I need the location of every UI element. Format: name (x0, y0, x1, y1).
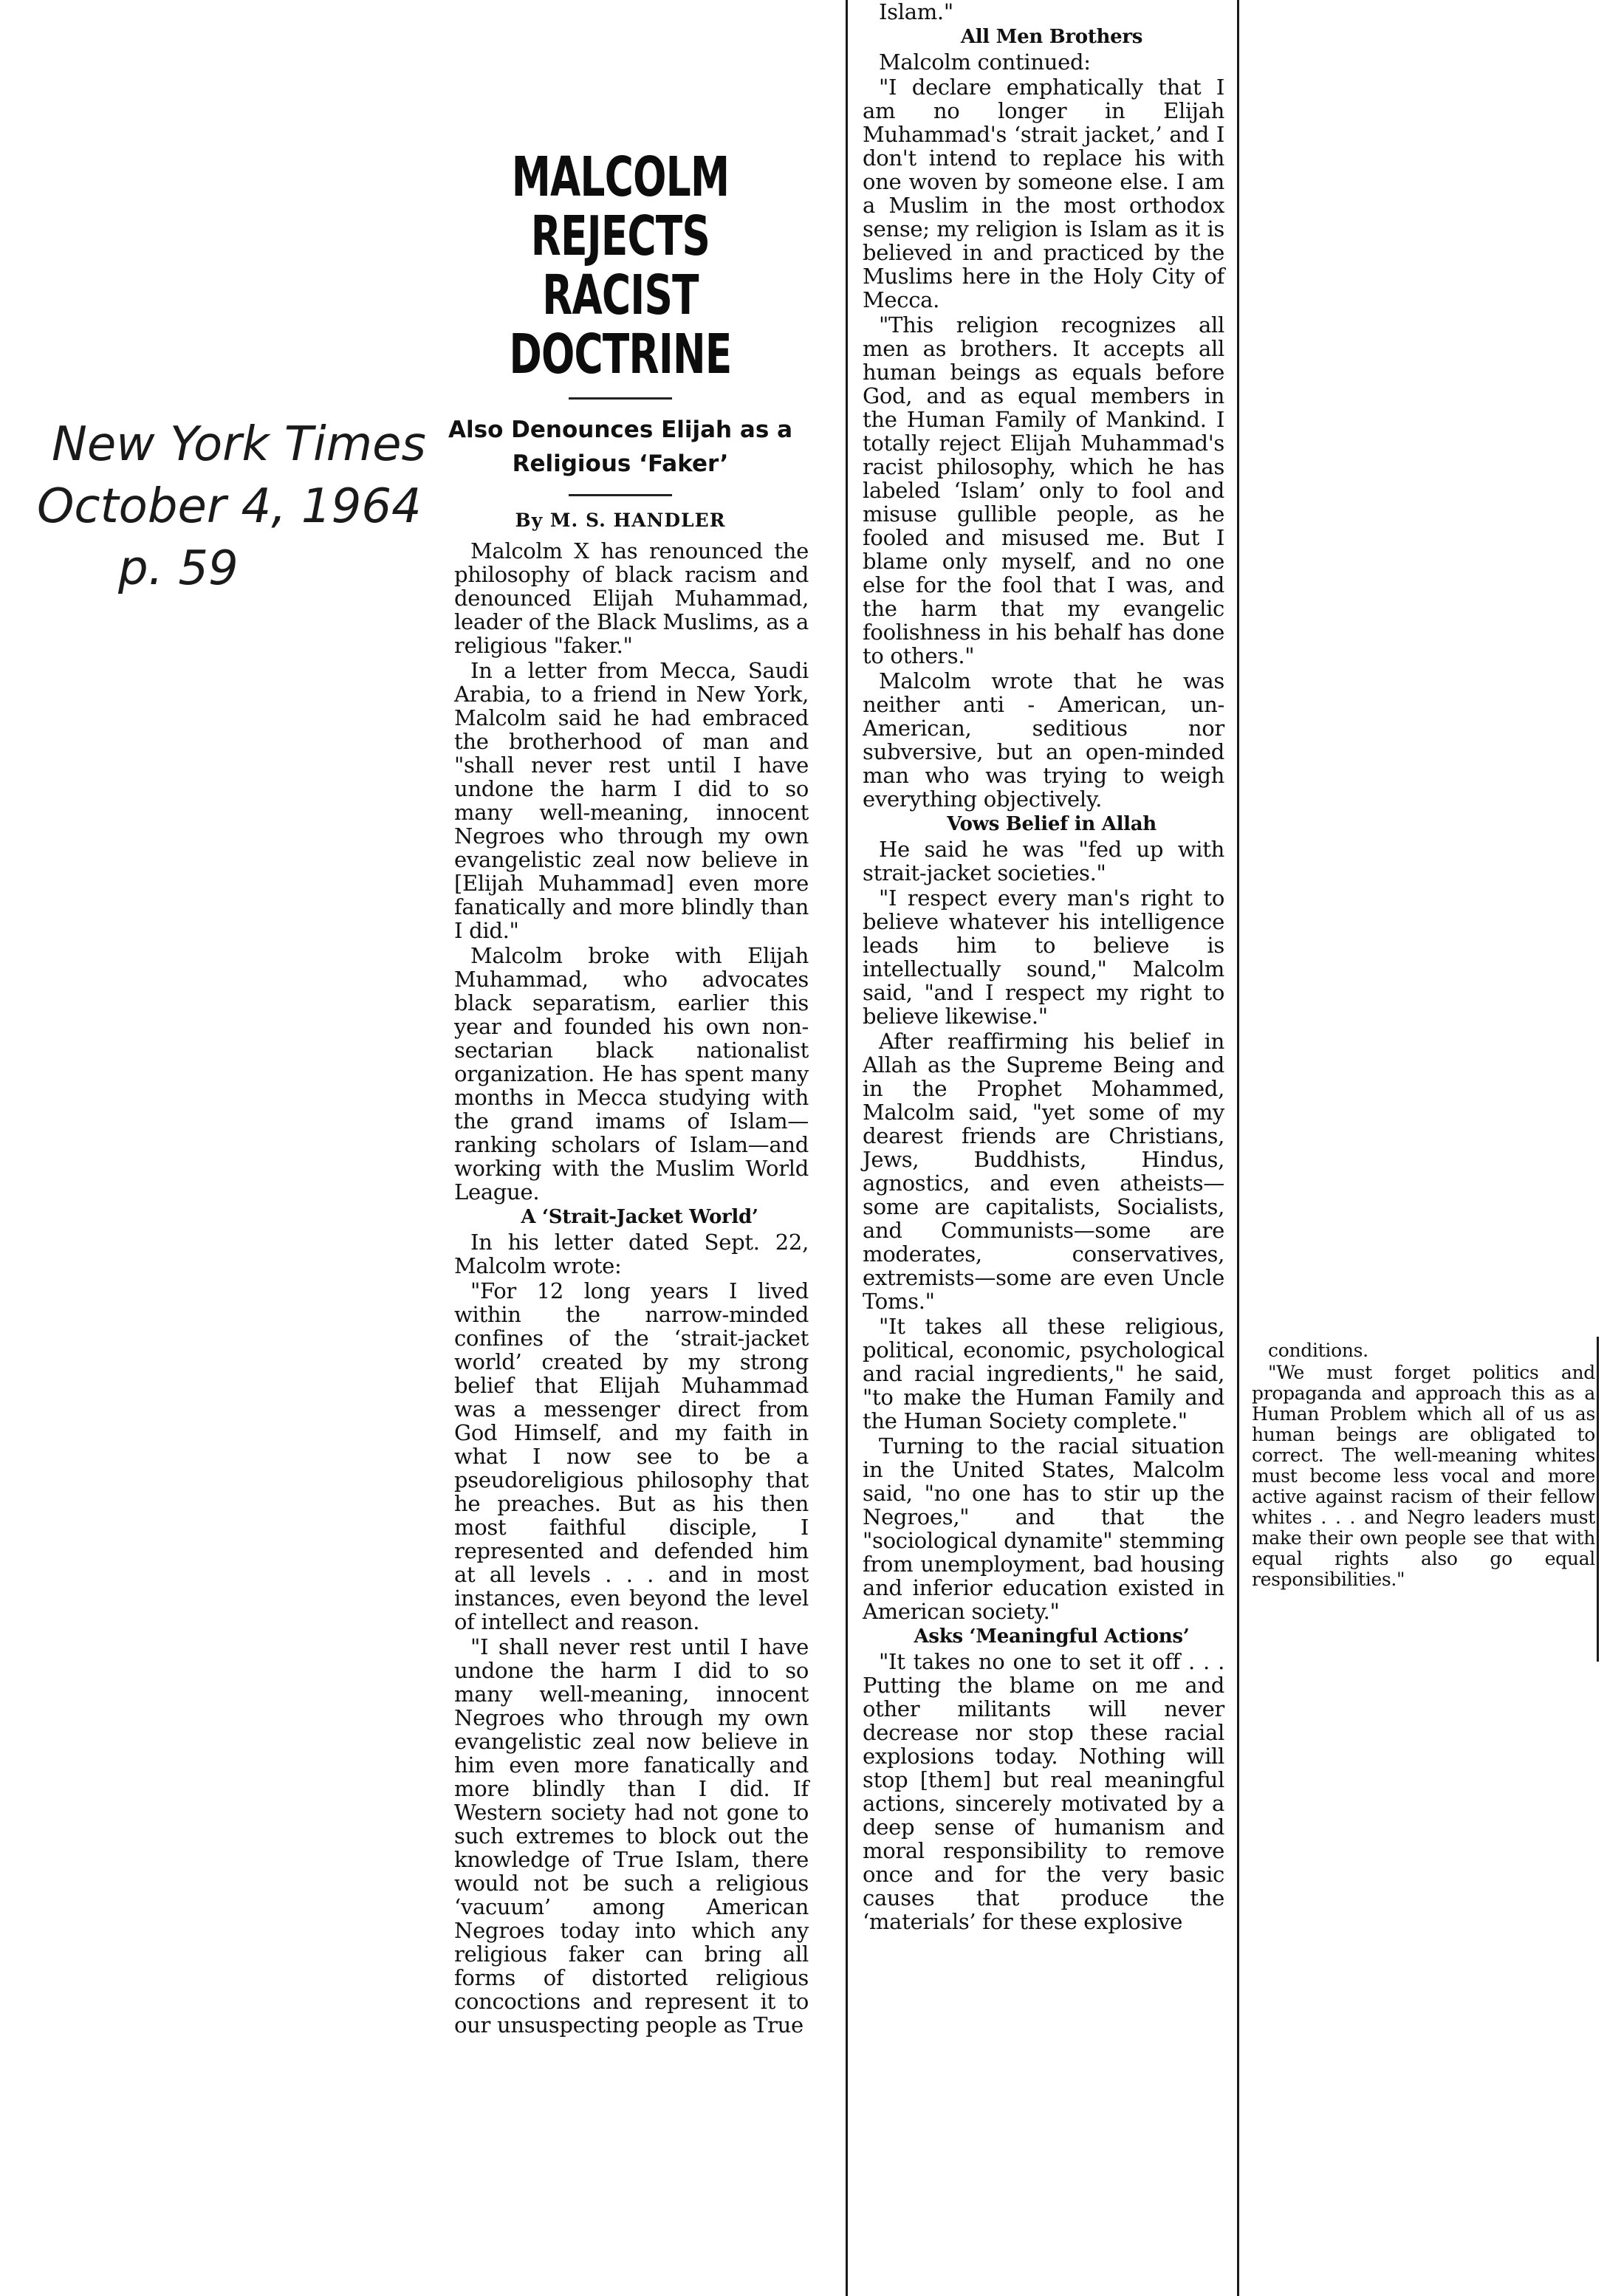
handwritten-line: October 4, 1964 (37, 479, 422, 534)
paragraph: Malcolm X has renounced the philosophy of black racism and denounced Elijah Muhammad, leader of the Black Muslims, as a religious "faker." (454, 538, 809, 658)
section-heading: All Men Brothers (960, 26, 1143, 48)
article-column-2 (863, 0, 1224, 1935)
headline-line-1: MALCOLM REJECTS (511, 145, 730, 268)
paragraph: Malcolm wrote that he was neither anti - American, un-American, seditious nor subversive, but an open-minded man who was trying to weigh everything objectively. (863, 668, 1224, 812)
section-heading: A ‘Strait-Jacket World’ (521, 1206, 758, 1228)
paragraph: "For 12 long years I lived within the narrow-minded confines of the ‘strait-jacket world’ created by my strong belief that Elijah Muhammad was a messenger direct from God Himself, and my faith in what I now see to be a pseudoreligious philosophy that he preaches. But as his then most faithful disciple, I represented and defended him at all levels . . . and in most instances, even beyond the level of intellect and reason. (454, 1278, 809, 1634)
article-column-1 (454, 539, 809, 2038)
paragraph: He said he was "fed up with strait-jacket societies." (863, 837, 1224, 885)
paragraph: In his letter dated Sept. 22, Malcolm wrote: (454, 1230, 809, 1278)
column-rule (1237, 0, 1239, 2296)
headline-block (414, 145, 827, 531)
paragraph: "This religion recognizes all men as brothers. It accepts all human beings as equals before God, and as equal members in the Human Family of Mankind. I totally reject Elijah Muhammad's racist philosophy, which he has labeled ‘Islam’ only to fool and misuse gullible people, as he fooled and misused me. But I blame only myself, and no one else for the fool that I was, and the harm that my evangelic foolishness in his behalf has done to others." (863, 312, 1224, 668)
section-heading: Asks ‘Meaningful Actions’ (914, 1625, 1190, 1648)
continued-text: conditions. (1268, 1340, 1368, 1361)
divider (569, 494, 672, 496)
paragraph: Malcolm continued: (879, 49, 1091, 75)
paragraph: "We must forget politics and propaganda and approach this as a Human Problem which all of us as human beings are obligated to correct. The well-meaning whites must become less vocal and more active against racism of their fellow whites . . . and Negro leaders must make their own people see that with equal rights also go equal responsibilities." (1252, 1362, 1595, 1590)
paragraph: Malcolm broke with Elijah Muhammad, who advocates black separatism, earlier this year and founded his own non-sectarian black nationalist organization. He has spent many months in Mecca studying with the grand imams of Islam—ranking scholars of Islam—and working with the Muslim World League. (454, 943, 809, 1204)
paragraph: "I declare emphatically that I am no longer in Elijah Muhammad's ‘strait jacket,’ and I don't intend to replace his with one woven by someone else. I am a Muslim in the most orthodox sense; my religion is Islam as it is believed in and practiced by the Muslims here in the Holy City of Mecca. (863, 75, 1224, 312)
column-rule (1597, 1337, 1599, 1662)
paragraph: After reaffirming his belief in Allah as the Supreme Being and in the Prophet Mohammed, Malcolm said, "yet some of my dearest friends are Christians, Jews, Buddhists, Hindus, agnostics, and even atheists—some are capitalists, Socialists, and Communists—some are moderates, conservatives, extremists—some are even Uncle Toms." (863, 1029, 1224, 1314)
byline: By M. S. HANDLER (515, 510, 726, 531)
article-column-3 (1252, 1340, 1595, 1591)
paragraph: "It takes all these religious, political, economic, psychological and racial ingredients," he said, "to make the Human Family and the Human Society complete." (863, 1314, 1224, 1433)
column-rule (846, 0, 848, 2296)
subhead-line-2: Religious ‘Faker’ (512, 450, 729, 477)
handwritten-line: p. 59 (118, 541, 239, 596)
paragraph: Turning to the racial situation in the United States, Malcolm said, "no one has to stir up the Negroes," and that the "sociological dynamite" stemming from unemployment, bad housing and inferior education existed in American society." (863, 1433, 1224, 1624)
paragraph: "It takes no one to set it off . . . Putting the blame on me and other militants will never decrease nor stop these racial explosions today. Nothing will stop [them] but real meaningful actions, sincerely motivated by a deep sense of humanism and moral responsibility to remove once and for the very basic causes that produce the ‘materials’ for these explosive (863, 1649, 1224, 1934)
subhead-line-1: Also Denounces Elijah as a (448, 417, 792, 443)
handwritten-line: New York Times (52, 417, 426, 472)
continued-text: Islam." (879, 0, 953, 24)
headline-line-2: RACIST DOCTRINE (509, 264, 732, 386)
paragraph: "I shall never rest until I have undone the harm I did to so many well-meaning, innocent Negroes who through my own evangelistic zeal now believe in him even more fanatically and more blindly than I did. If Western society had not gone to such extremes to block out the knowledge of True Islam, there would not be such a religious ‘vacuum’ among American Negroes today into which any religious faker can bring all forms of distorted religious concoctions and represent it to our unsuspecting people as True (454, 1634, 809, 2038)
divider (569, 397, 672, 400)
handwritten-citation (37, 414, 426, 600)
section-heading: Vows Belief in Allah (947, 813, 1157, 835)
paragraph: In a letter from Mecca, Saudi Arabia, to a friend in New York, Malcolm said he had embraced the brotherhood of man and "shall never rest until I have undone the harm I did to so many well-meaning, innocent Negroes who through my own evangelistic zeal now believe in [Elijah Muhammad] even more fanatically and more blindly than I did." (454, 658, 809, 943)
paragraph: "I respect every man's right to believe whatever his intelligence leads him to believe is intellectually sound," Malcolm said, "and I respect my right to believe likewise." (863, 885, 1224, 1029)
